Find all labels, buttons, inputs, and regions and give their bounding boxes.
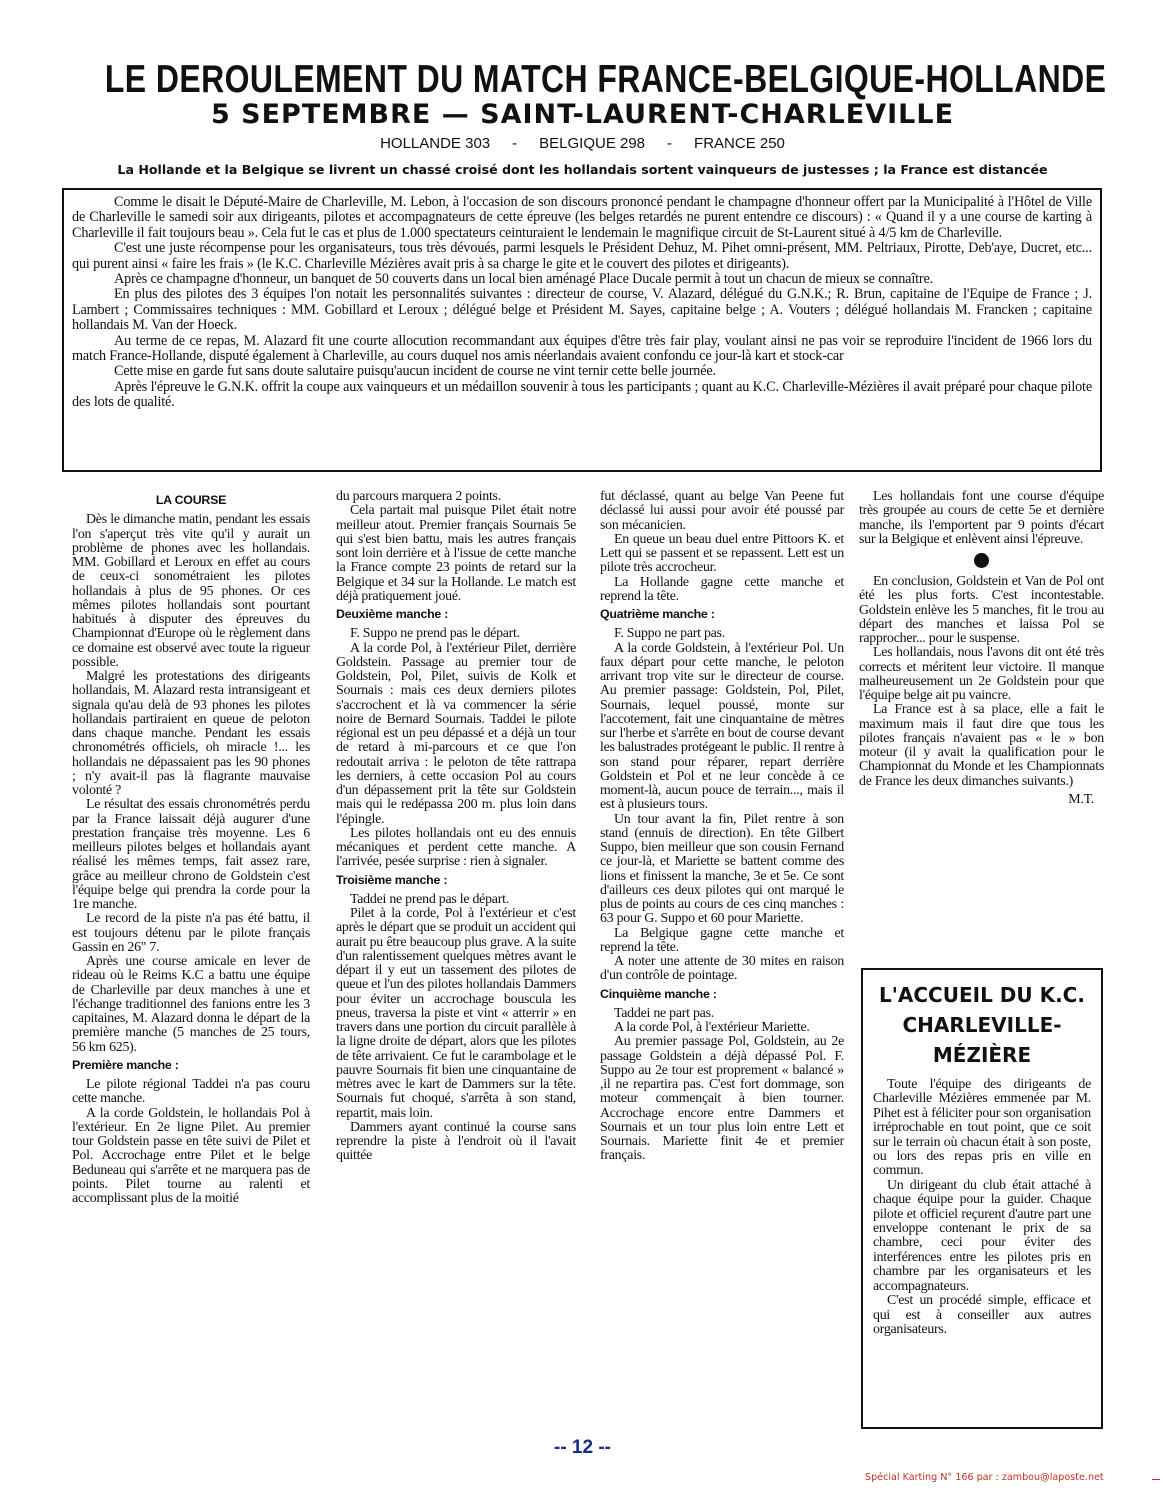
- article-paragraph: Pilet à la corde, Pol à l'extérieur et c'est après le départ que se produit un accident qui aurait pu être beaucoup plus grave. A la suite d'un ralentissement quelques mètres avant le départ il y eut un tassement des pilotes de queue et l'un des pilotes hollandais Dammers pour éviter un accrochage bouscula les pneus, traversa la piste et vint « atterrir » en travers dans une portion du circuit parallèle à la ligne droite de départ, alors que les pilotes de tête arrivaient. Ce fut le carambolage et le pauvre Sournais fit bien une cinquantaine de mètres avec le kart de Dammers sur la tête. Sournais fut choqué, s'arrêta à son stand, repartit, mais loin.: [336, 906, 576, 1121]
- intro-paragraph: Cette mise en garde fut sans doute salutaire puisqu'aucun incident de course ne vint ternir cette belle journée.: [114, 363, 716, 380]
- source-credit: Spécial Karting N° 166 par : zambou@laposte.net: [865, 1472, 1104, 1483]
- article-column-2: [336, 490, 576, 1164]
- article-paragraph: A la corde Goldstein, à l'extérieur Pol. Un faux départ pour cette manche, le peloton arrivant trop vite sur le directeur de course. Au premier passage: Goldstein, Pol, Pilet, Sournais, lequel poussé, monte sur l'accotement, fait une cinquantaine de mètres sur l'herbe et s'arrête en bout de course devant les balustrades protégeant le public. Il rentre à son stand pour réparer, repart derrière Goldstein et Pol et ne leur concède à ce moment-là, aucun pouce de terrain..., mais il est à plusieurs tours.: [600, 640, 844, 813]
- article-paragraph: Taddei ne part pas.: [614, 1005, 714, 1021]
- article-paragraph: La Hollande gagne cette manche et reprend la tête.: [600, 574, 844, 604]
- sidebar-box-accueil: [861, 968, 1103, 1429]
- section-heading-manche-5: Cinquième manche :: [600, 986, 717, 1001]
- score-france: FRANCE 250: [694, 135, 785, 152]
- subtitle: La Hollande et la Belgique se livrent un chassé croisé dont les hollandais sortent vainqueurs de justesses ; la France est distancée: [117, 162, 1048, 177]
- section-heading-manche-4: Quatrième manche :: [600, 607, 715, 621]
- article-paragraph: fut déclassé, quant au belge Van Peene fut déclassé lui aussi pour avoir été poussé par son mécanicien.: [600, 489, 844, 533]
- page-title: LE DEROULEMENT DU MATCH FRANCE-BELGIQUE-HOLLANDE: [104, 58, 1107, 101]
- score-holland: HOLLANDE 303: [380, 135, 491, 152]
- article-column-4: [859, 490, 1104, 807]
- page-number: -- 12 --: [554, 1437, 611, 1458]
- article-paragraph: F. Suppo ne prend pas le départ.: [350, 626, 520, 642]
- score-belgium: BELGIQUE 298: [539, 135, 646, 152]
- intro-paragraph: Au terme de ce repas, M. Alazard fit une courte allocution recommandant aux équipes d'être très fair play, voulant ainsi ne pas voir se reproduire l'incident de 1966 lors du match France-Hollande, disputé également à Charleville, au cours duquel nos amis néerlandais avaient confondu ce jour-là kart et stock-car: [72, 332, 1092, 365]
- event-date-place: 5 SEPTEMBRE — SAINT-LAURENT-CHARLEVILLE: [210, 99, 955, 130]
- article-paragraph: Un tour avant la fin, Pilet rentre à son stand (ennuis de direction). En tête Gilbert Suppo, bien meilleur que son cousin Fernand ce jour-là, et Mariette se battent comme des lions et finissent la manche, 3e et 5e. Ce sont d'ailleurs ces deux pilotes qui ont marqué le plus de points au cours de ces cinq manches : 63 pour G. Suppo et 60 pour Mariette.: [600, 811, 844, 927]
- score-line: [0, 135, 1165, 152]
- article-paragraph: Les pilotes hollandais ont eu des ennuis mécaniques et perdent cette manche. A l'arrivée, pesée surprise : rien à signaler.: [336, 825, 576, 870]
- article-paragraph: Cela partait mal puisque Pilet était notre meilleur atout. Premier français Sournais 5e qui s'est bien battu, mais les autres français sont loin derrière et à l'issue de cette manche la France compte 23 points de retard sur la Belgique et 34 sur la Hollande. Le match est déjà pratiquement joué.: [336, 503, 576, 604]
- bullet-dot-icon: [974, 553, 989, 568]
- article-paragraph: Le résultat des essais chronométrés perdu par la France laissait déjà augurer d'une prestation française très moyenne. Les 6 meilleurs pilotes belges et hollandais ayant réalisé les mêmes temps, fait assez rare, grâce au meilleur chrono de Goldstein c'est l'équipe belge qui prendra la corde pour la 1re manche.: [72, 797, 310, 912]
- article-paragraph: Dès le dimanche matin, pendant les essais l'on s'aperçut très vite qu'il y aurait un problème de phones avec les hollandais. MM. Gobillard et Leroux en effet au cours de ceux-ci sonométraient les pilotes hollandais à plus de 95 phones. Or ces mêmes pilotes hollandais sont pourtant habitués à disputer des épreuves du Championnat d'Europe où le règlement dans ce domaine est observé avec toute la rigueur possible.: [72, 512, 310, 670]
- article-paragraph: A noter une attente de 30 mites en raison d'un contrôle de pointage.: [600, 954, 844, 984]
- score-separator: -: [667, 135, 673, 152]
- author-signature: M.T.: [1068, 791, 1094, 807]
- article-paragraph: Le pilote régional Taddei n'a pas couru cette manche.: [72, 1077, 310, 1107]
- article-paragraph: Au premier passage Pol, Goldstein, au 2e passage Goldstein a déjà dépassé Pol. F. Suppo au 2e tour est proprement « balancé » ,il ne repartira pas. C'est fort dommage, son moteur commençait à bien tourner. Accrochage encore entre Dammers et Sournais et un tour plus loin entre Lett et Sournais. Mariette finit 4e et premier français.: [600, 1034, 844, 1164]
- article-column-3: [600, 490, 844, 1164]
- article-paragraph: La Belgique gagne cette manche et reprend la tête.: [600, 925, 844, 955]
- intro-paragraph: En plus des pilotes des 3 équipes l'on notait les personnalités suivantes : directeur de course, V. Alazard, délégué du G.N.K.; R. Brun, capitaine de l'Equipe de France ; J. Lambert ; Commissaires techniques : MM. Gobillard et Leroux ; délégué belge et Président M. Sayes, capitaine belge ; A. Vouters ; délégué hollandais M. Francken ; capitaine hollandais M. Van der Hoeck.: [72, 286, 1092, 334]
- box-paragraph: Un dirigeant du club était attaché à chaque équipe pour la guider. Chaque pilote et officiel reçurent d'autre part une enveloppe contenant le prix de sa chambre, ceci pour éviter des interférences entre les pilotes pris en chambre par les organisateurs et les accompagnateurs.: [873, 1177, 1091, 1294]
- article-paragraph: Malgré les protestations des dirigeants hollandais, M. Alazard resta intransigeant et signala qu'au delà de 93 phones les pilotes hollandais partiraient en queue de peloton dans chaque manche. Pendant les essais chronométrés officiels, oh miracle !... les hollandais ne dépassaient pas les 90 phones ; n'y avait-il pas là flagrante mauvaise volonté ?: [72, 669, 310, 798]
- intro-paragraph: Après ce champagne d'honneur, un banquet de 50 couverts dans un local bien aménagé Place Ducale permit à tout un chacun de mieux se connaître.: [114, 271, 934, 288]
- section-heading-manche-2: Deuxième manche :: [336, 607, 449, 621]
- section-heading-manche-1: Première manche :: [72, 1057, 179, 1072]
- article-paragraph: Dammers ayant continué la course sans reprendre la piste à l'endroit où il l'avait quittée: [336, 1119, 576, 1164]
- score-separator: -: [512, 135, 518, 152]
- section-heading-manche-3: Troisième manche :: [336, 872, 448, 887]
- box-title-line: CHARLEVILLE-: [902, 1013, 1062, 1037]
- box-paragraph: C'est un procédé simple, efficace et qui est à conseiller aux autres organisateurs.: [873, 1293, 1091, 1337]
- article-paragraph: Après une course amicale en lever de rideau où le Reims K.C a battu une équipe de Charleville par deux manches à une et l'échange traditionnel des fanions entre les 3 capitaines, M. Alazard donna le départ de la première manche (5 manches de 25 tours, 56 km 625).: [72, 954, 310, 1055]
- article-paragraph: F. Suppo ne part pas.: [614, 626, 725, 642]
- article-paragraph: En conclusion, Goldstein et Van de Pol ont été les plus forts. C'est incontestable. Goldstein enlève les 5 manches, fit le trou au départ des manches et laissa Pol se rapprocher... pour le suspense.: [859, 574, 1104, 646]
- article-paragraph: A la corde Goldstein, le hollandais Pol à l'extérieur. En 2e ligne Pilet. Au premier tour Goldstein passe en tête suivi de Pilet et Pol. Accrochage entre Pilet et le belge Beduneau qui s'arrête et ne marquera pas de points. Pilet tourne au ralenti et accomplissant plus de la moitié: [72, 1105, 310, 1206]
- box-text: [873, 1078, 1091, 1337]
- article-paragraph: Les hollandais, nous l'avons dit ont été très corrects et méritent leur victoire. Il manque malheureusement un 2e Goldstein pour que l'équipe belge ait pu vaincre.: [859, 645, 1104, 703]
- article-paragraph: Le record de la piste n'a pas été battu, il est toujours détenu par le pilote français Gassin en 26" 7.: [72, 911, 310, 955]
- intro-box: [62, 188, 1102, 472]
- article-column-1: [72, 490, 310, 1206]
- section-heading-course: LA COURSE: [155, 493, 227, 507]
- box-paragraph: Toute l'équipe des dirigeants de Charleville Mézières emmenée par M. Pihet est à féliciter pour son organisation irréprochable en tout point, que ce soit sur le terrain où chacun était à son poste, ou lors des repas pris en ville en commun.: [873, 1077, 1091, 1179]
- intro-paragraph: C'est une juste récompense pour les organisateurs, tous très dévoués, parmi lesquels le Président Dehuz, M. Pihet omni-présent, MM. Peltriaux, Pirotte, Deb'aye, Ducret, etc... qui purent ainsi « faire les frais » (le K.C. Charleville Mézières avait pris à sa charge le gite et le couvert des pilotes et dirigeants).: [72, 240, 1092, 272]
- article-paragraph: La France est à sa place, elle a fait le maximum mais il faut dire que tous les pilotes français n'avaient pas « le » bon moteur (il y avait la qualification pour le Championnat du Monde et les Championnats de France les deux dimanches suivants.): [859, 702, 1104, 789]
- article-paragraph: A la corde Pol, à l'extérieur Mariette.: [614, 1020, 810, 1035]
- footer-dash: [1152, 1479, 1160, 1480]
- article-paragraph: A la corde Pol, à l'extérieur Pilet, derrière Goldstein. Passage au premier tour de Goldstein, Pol, Pilet, suivis de Kolk et Sournais : mais ces deux derniers pilotes s'accrochent et là va commencer la série noire de Bernard Sournais. Taddei le pilote régional est un peu dépassé et a déjà un tour de retard à mi-parcours et ce que l'on redoutait arriva : le peloton de tête rattrapa les derniers, à cette occasion Pol au cours d'un dépassement prit la tête sur Goldstein mais qui le redépassa 200 m. plus loin dans l'épingle.: [336, 640, 576, 827]
- article-paragraph: Taddei ne prend pas le départ.: [350, 891, 509, 907]
- box-title-line: MÉZIÈRE: [932, 1043, 1032, 1067]
- intro-paragraph: Comme le disait le Député-Maire de Charleville, M. Lebon, à l'occasion de son discours prononcé pendant le champagne d'honneur offert par la Municipalité à l'Hôtel de Ville de Charleville le samedi soir aux dirigeants, pilotes et accompagnateurs de cette épreuve (les belges retardés ne purent entendre ce discours) : « Quand il y a une course de karting à Charleville il fait toujours beau ». Cela fut le cas et plus de 1.000 spectateurs ceinturaient le lendemain le magnifique circuit de St-Laurent situé à 4/5 km de Charleville.: [72, 194, 1092, 241]
- article-paragraph: Les hollandais font une course d'équipe très groupée au cours de cette 5e et dernière manche, ils l'emportent par 9 points d'écart sur la Belgique et enlèvent ainsi l'épreuve.: [859, 489, 1104, 547]
- intro-paragraph: Après l'épreuve le G.N.K. offrit la coupe aux vainqueurs et un médaillon souvenir à tous les participants ; quant au K.C. Charleville-Mézières il avait préparé pour chaque pilote des lots de qualité.: [72, 378, 1092, 411]
- article-paragraph: du parcours marquera 2 points.: [336, 489, 501, 504]
- article-paragraph: En queue un beau duel entre Pittoors K. et Lett qui se passent et se repassent. Lett est un pilote très accrocheur.: [600, 531, 844, 576]
- box-title: [873, 980, 1091, 1070]
- box-title-line: L'ACCUEIL DU K.C.: [879, 983, 1085, 1007]
